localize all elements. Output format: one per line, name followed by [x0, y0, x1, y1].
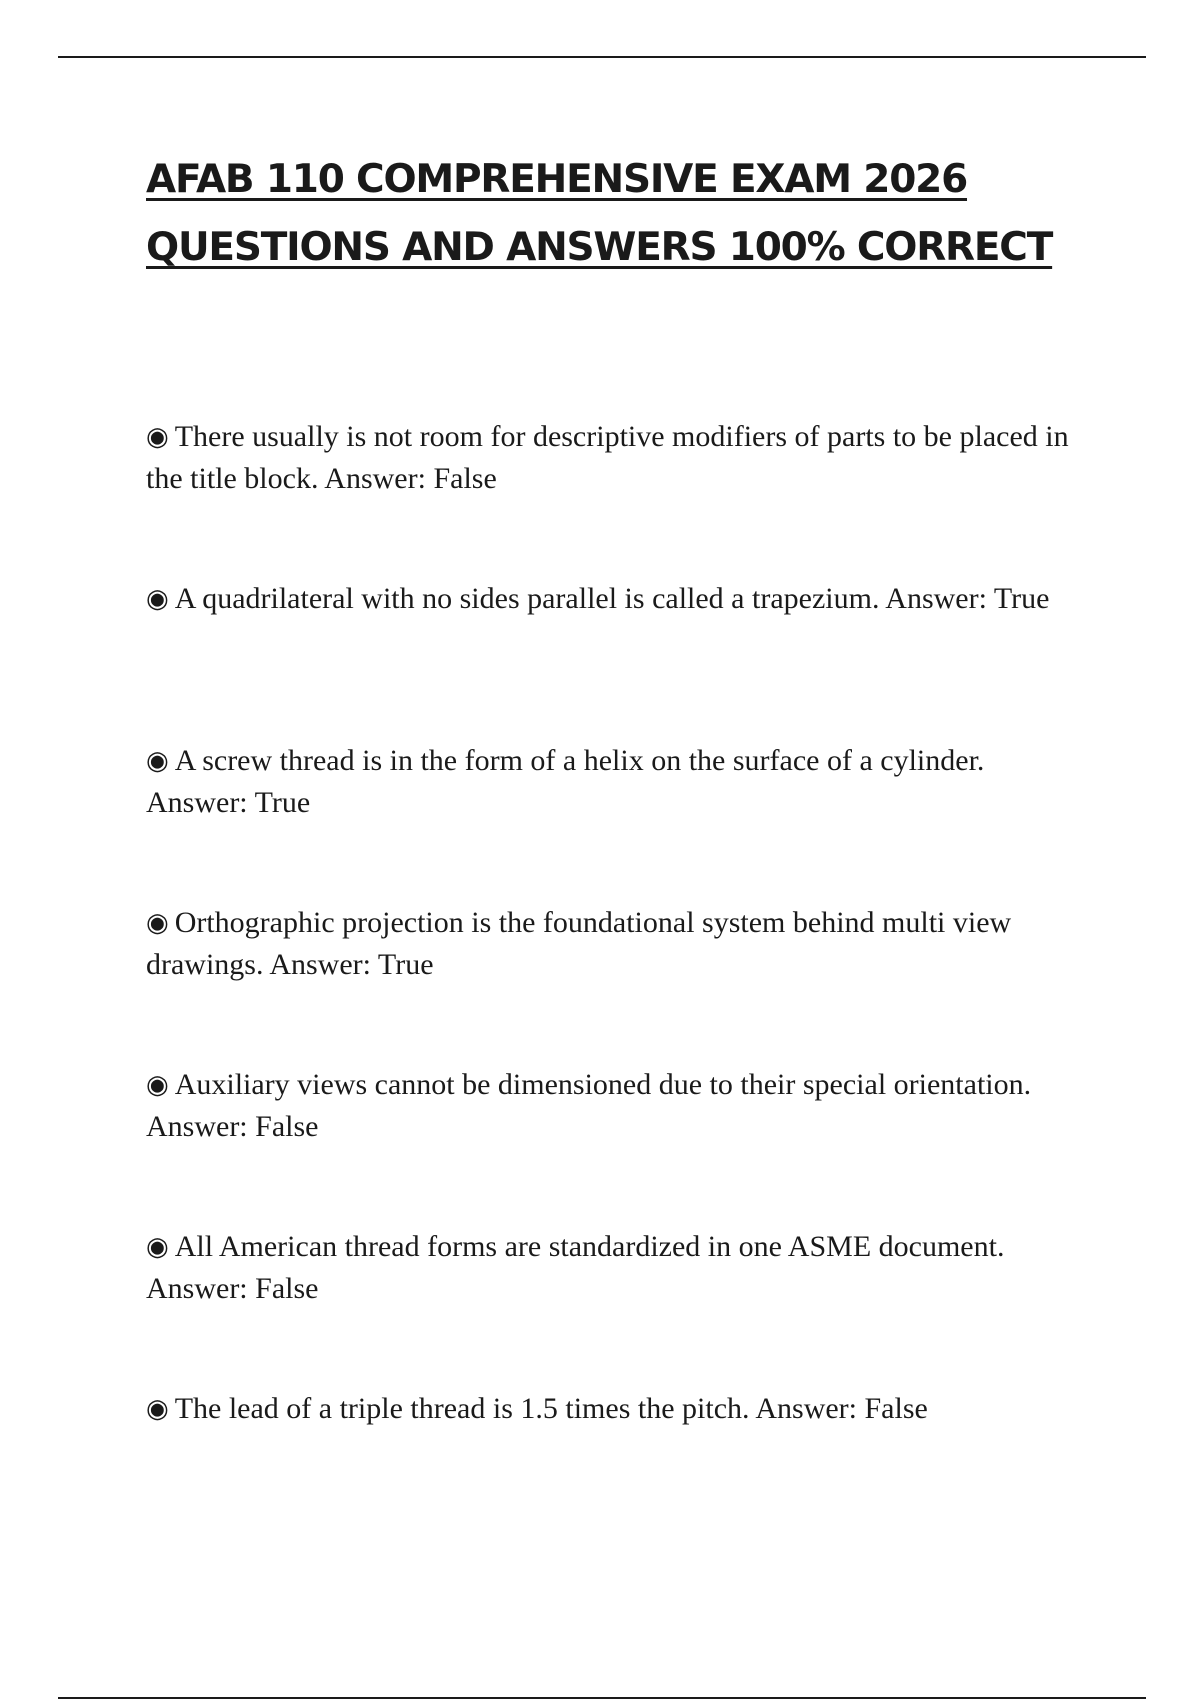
radio-bullet-icon: ◉ [146, 746, 169, 775]
qa-item [146, 902, 1086, 1064]
bottom-divider [58, 1697, 1146, 1699]
title-line-1: AFAB 110 COMPREHENSIVE EXAM 2026 [146, 157, 968, 202]
qa-item [146, 740, 1086, 902]
qa-text: A screw thread is in the form of a helix on the surface of a cylinder. Answer: True [146, 744, 985, 819]
radio-bullet-icon: ◉ [146, 908, 169, 937]
qa-text: All American thread forms are standardized in one ASME document. Answer: False [146, 1230, 1005, 1305]
qa-text: The lead of a triple thread is 1.5 times the pitch. Answer: False [174, 1392, 928, 1425]
qa-text: A quadrilateral with no sides parallel is called a trapezium. Answer: True [174, 582, 1050, 615]
qa-text: Auxiliary views cannot be dimensioned due to their special orientation. Answer: False [146, 1068, 1032, 1143]
qa-item [146, 1064, 1086, 1226]
qa-item [146, 416, 1086, 578]
title-line-2: QUESTIONS AND ANSWERS 100% CORRECT [146, 225, 1053, 270]
qa-text: Orthographic projection is the foundational system behind multi view drawings. Answer: True [146, 906, 1012, 981]
qa-item [146, 1226, 1086, 1388]
radio-bullet-icon: ◉ [146, 1394, 169, 1423]
radio-bullet-icon: ◉ [146, 1232, 169, 1261]
document-title [146, 146, 1106, 282]
top-divider [58, 56, 1146, 58]
qa-list [146, 416, 1086, 1550]
radio-bullet-icon: ◉ [146, 422, 169, 451]
qa-item [146, 1388, 1086, 1550]
radio-bullet-icon: ◉ [146, 584, 169, 613]
radio-bullet-icon: ◉ [146, 1070, 169, 1099]
qa-item [146, 578, 1086, 740]
qa-text: There usually is not room for descriptive modifiers of parts to be placed in the title block. Answer: False [146, 420, 1069, 495]
